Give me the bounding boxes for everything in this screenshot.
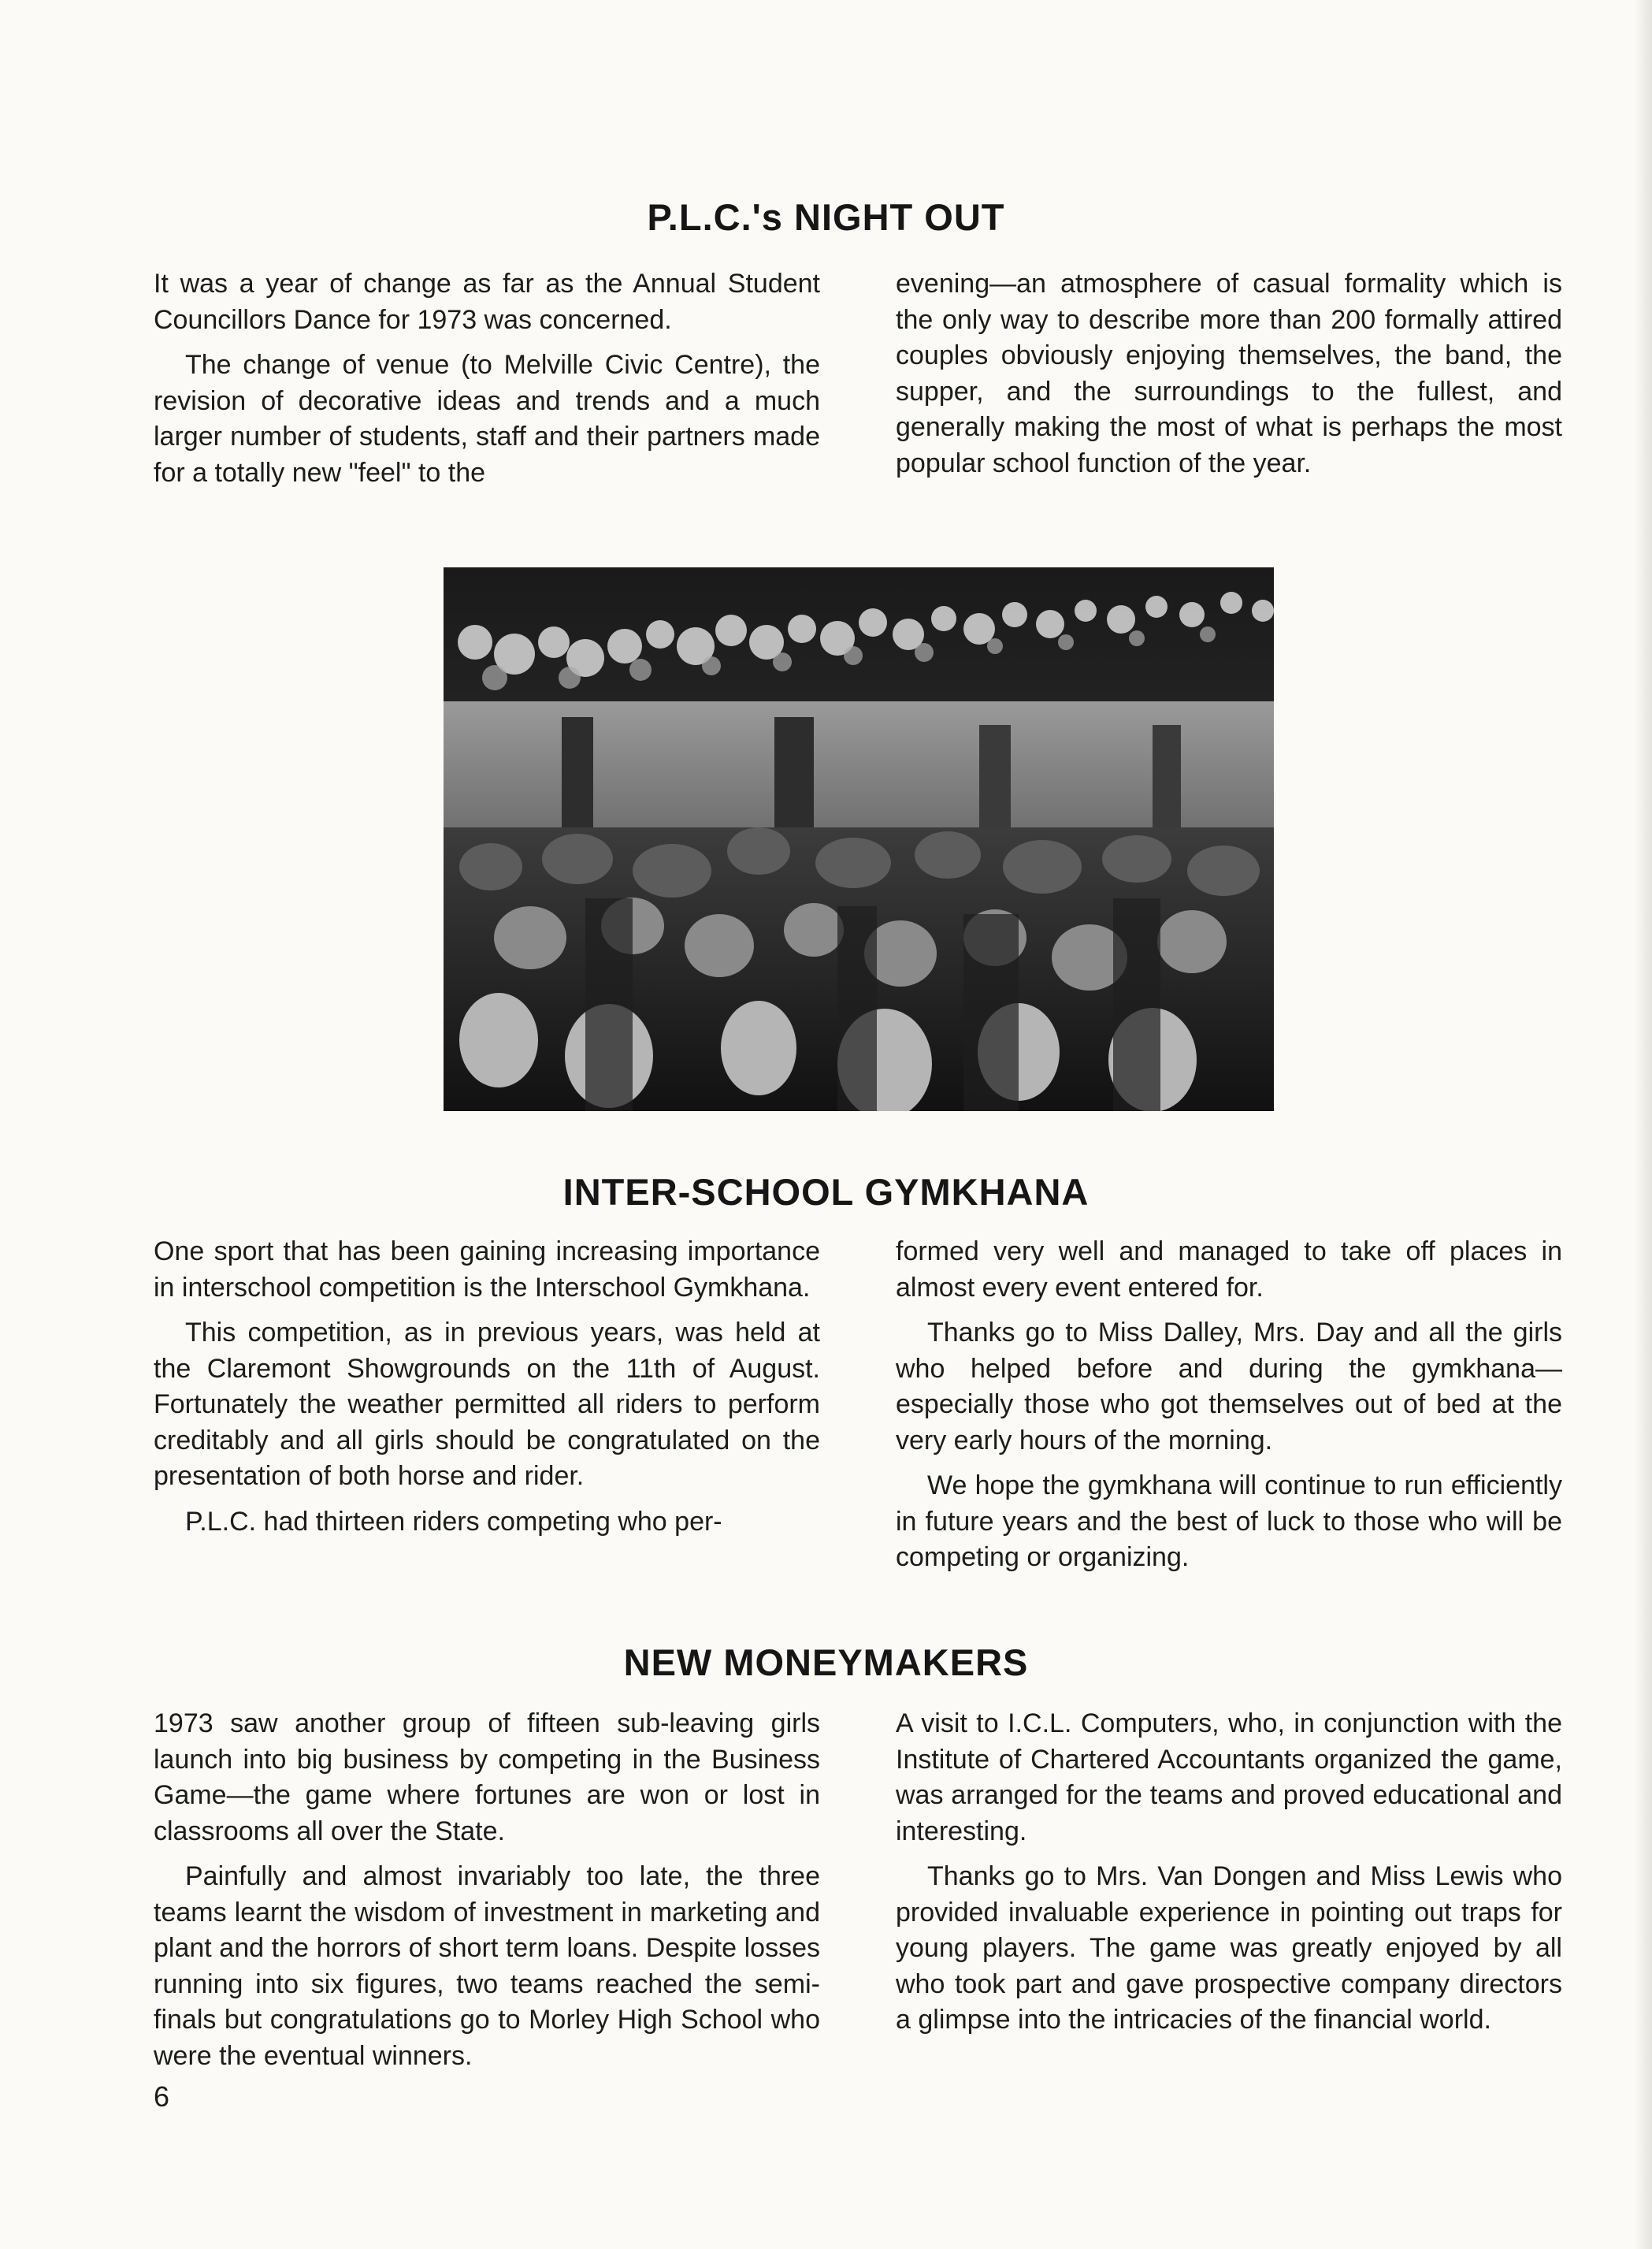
gymkhana-paragraph: We hope the gymkhana will continue to run efficiently in future years and the best of luck to those who will be competing or organizing. <box>896 1470 1562 1572</box>
dance-photo-illustration <box>444 567 1274 1111</box>
gymkhana-paragraph: formed very well and managed to take off places in almost every event entered for. <box>896 1236 1562 1303</box>
moneymakers-heading: NEW MONEYMAKERS <box>623 1641 1029 1683</box>
night-out-paragraph: evening—an atmosphere of casual formality which is the only way to describe more than 200 formally attired couples obviously enjoying themselves, the band, the supper, and the surroundings to the fullest, and generally making the most of what is perhaps the most popular school function of the year. <box>896 269 1562 478</box>
gymkhana-paragraph: P.L.C. had thirteen riders competing who per- <box>185 1506 722 1537</box>
night-out-left-column <box>154 266 820 500</box>
gymkhana-heading: INTER-SCHOOL GYMKHANA <box>562 1171 1090 1213</box>
gymkhana-right-column <box>896 1234 1562 1585</box>
night-out-paragraph: It was a year of change as far as the Annual Student Councillors Dance for 1973 was concerned. <box>154 269 820 335</box>
moneymakers-paragraph: Thanks go to Mrs. Van Dongen and Miss Lewis who provided invaluable experience in pointing out traps for young players. The game was greatly enjoyed by all who took part and gave prospective company directors a glimpse into the intricacies of the financial world. <box>896 1861 1562 2035</box>
gymkhana-left-column <box>154 1234 820 1549</box>
moneymakers-right-column <box>896 1706 1562 2048</box>
gymkhana-paragraph: Thanks go to Miss Dalley, Mrs. Day and all the girls who helped before and during the gymkhana—especially those who got themselves out of bed at the very early hours of the morning. <box>896 1318 1562 1455</box>
moneymakers-paragraph: 1973 saw another group of fifteen sub-leaving girls launch into big business by competing in the Business Game—the game where fortunes are won or lost in classrooms all over the State. <box>154 1708 820 1846</box>
night-out-heading: P.L.C.'s NIGHT OUT <box>647 196 1005 238</box>
gymkhana-paragraph: One sport that has been gaining increasing importance in interschool competition is the Interschool Gymkhana. <box>154 1236 820 1303</box>
page-number: 6 <box>154 2080 170 2113</box>
dance-photo <box>444 567 1274 1111</box>
night-out-right-column <box>896 266 1562 491</box>
gymkhana-paragraph: This competition, as in previous years, was held at the Claremont Showgrounds on the 11th of August. Fortunately the weather permitted all riders to perform creditably and all girls should be congratulated on the presentation of both horse and rider. <box>154 1318 820 1491</box>
night-out-paragraph: The change of venue (to Melville Civic Centre), the revision of decorative ideas and trends and a much larger number of students, staff and their partners made for a totally new "feel" to the <box>154 350 820 488</box>
page-edge-shadow <box>1635 0 1652 2249</box>
moneymakers-paragraph: A visit to I.C.L. Computers, who, in conjunction with the Institute of Chartered Accountants organized the game, was arranged for the teams and proved educational and interesting. <box>896 1708 1562 1846</box>
moneymakers-left-column <box>154 1706 820 2084</box>
moneymakers-paragraph: Painfully and almost invariably too late, the three teams learnt the wisdom of investment in marketing and plant and the horrors of short term loans. Despite losses running into six figures, two teams reached the semi-finals but congratulations go to Morley High School who were the eventual winners. <box>154 1861 820 2071</box>
